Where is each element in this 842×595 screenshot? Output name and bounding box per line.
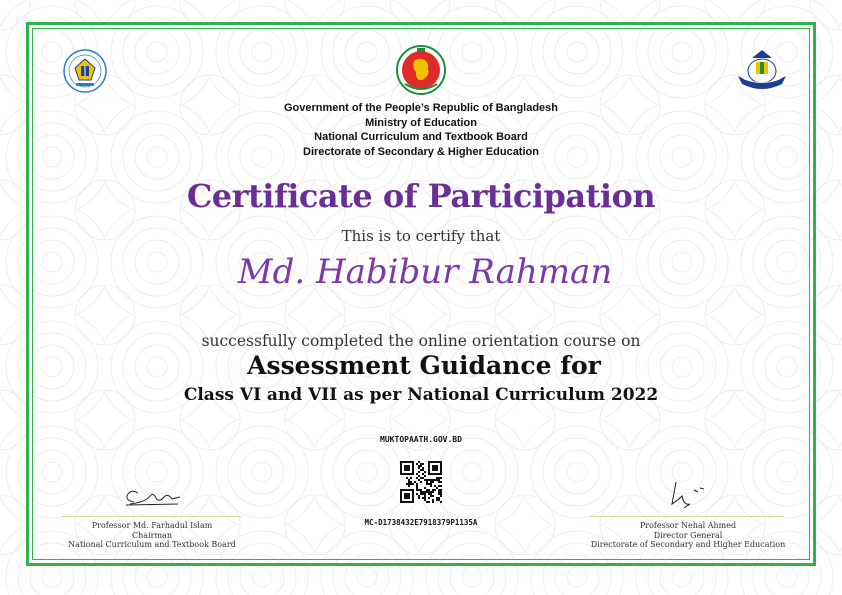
course-title-line-2: Class VI and VII as per National Curriculum 2022 (183, 385, 659, 405)
course-title-line-1: Assessment Guidance for (247, 351, 601, 380)
left-signature (120, 486, 182, 510)
left-signature-line (61, 516, 241, 517)
ministry-line: Ministry of Education (365, 116, 477, 129)
certificate-title: Certificate of Participation (186, 177, 656, 215)
right-signatory (558, 521, 818, 550)
completion-text: successfully completed the online orientation course on (201, 332, 641, 350)
left-signatory-role: Chairman (132, 530, 172, 540)
right-signatory-role: Director General (653, 530, 723, 540)
dshe-logo-icon (734, 46, 790, 90)
right-signature-line (590, 516, 784, 517)
certificate-serial: MC-D1738432E7918379P1135A (364, 518, 478, 527)
left-signatory-organization: National Curriculum and Textbook Board (68, 540, 236, 550)
left-signatory (22, 521, 282, 550)
qr-code-icon (400, 461, 442, 503)
nctb-logo-icon (62, 48, 108, 94)
right-signature (664, 480, 710, 510)
certify-text: This is to certify that (341, 227, 501, 245)
directorate-line: Directorate of Secondary & Higher Education (303, 145, 539, 158)
left-signatory-name: Professor Md. Farhadul Islam (91, 521, 213, 530)
board-line: National Curriculum and Textbook Board (314, 131, 528, 143)
website-url[interactable]: MUKTOPAATH.GOV.BD (380, 435, 462, 444)
right-signatory-name: Professor Nehal Ahmed (639, 521, 737, 530)
right-signatory-organization: Directorate of Secondary and Higher Education (590, 540, 786, 550)
issuing-authority (0, 101, 842, 159)
bangladesh-government-seal-icon (395, 44, 447, 96)
government-line: Government of the People’s Republic of Bangladesh (283, 102, 559, 114)
recipient-name: Md. Habibur Rahman (237, 252, 613, 292)
